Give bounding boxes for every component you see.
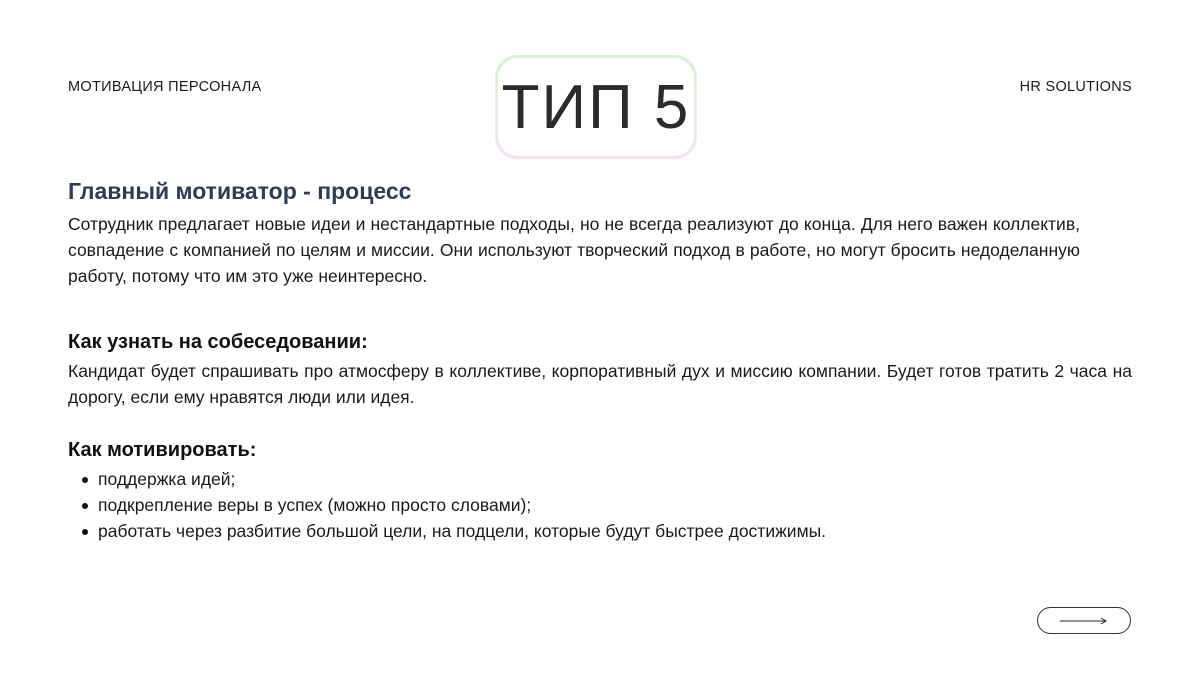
header-section-label: МОТИВАЦИЯ ПЕРСОНАЛА	[68, 79, 262, 95]
main-description: Сотрудник предлагает новые идеи и нестандартные подходы, но не всегда реализуют до конца. Для него важен коллектив, совпадение с компанией по целям и миссии. Они используют творческий подход в работе, но могут бросить недоделанную работу, потому что им это уже неинтересно.	[68, 214, 1080, 286]
header-brand-label: HR SOLUTIONS	[1019, 79, 1132, 95]
list-item: подкрепление веры в успех (можно просто словами);	[80, 492, 826, 518]
main-title: Главный мотиватор - процесс	[68, 178, 412, 204]
motivate-heading: Как мотивировать:	[68, 439, 257, 461]
type-badge	[495, 55, 697, 159]
list-item: поддержка идей;	[80, 466, 826, 492]
interview-heading: Как узнать на собеседовании:	[68, 331, 368, 353]
type-badge-text: ТИП 5	[498, 58, 694, 156]
arrow-right-icon	[1059, 617, 1109, 625]
interview-text: Кандидат будет спрашивать про атмосферу в коллективе, корпоративный дух и миссию компании. Будет готов тратить 2 часа на дорогу, если ему нравятся люди или идея.	[68, 361, 1132, 407]
list-item: работать через разбитие большой цели, на подцели, которые будут быстрее достижимы.	[80, 518, 826, 544]
motivate-list	[80, 466, 826, 544]
next-button[interactable]	[1037, 607, 1131, 634]
